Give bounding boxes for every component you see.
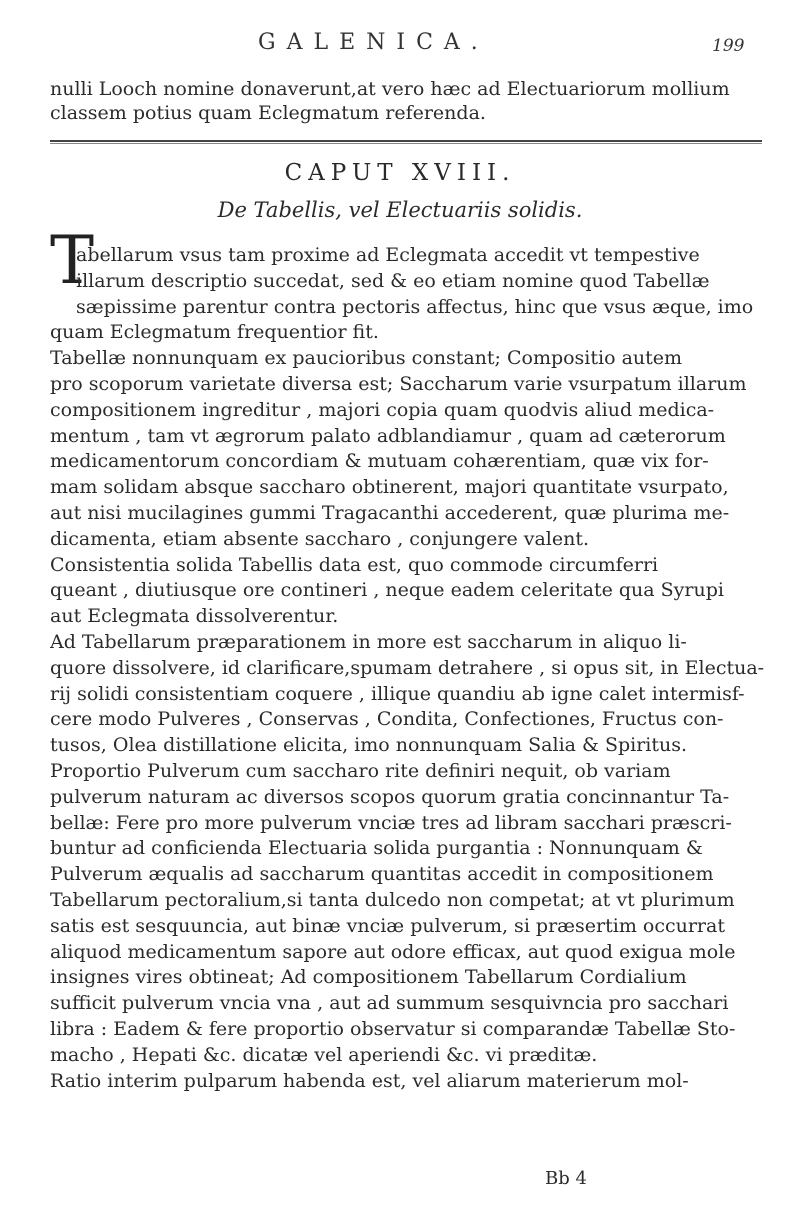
paragraph-line: cere modo Pulveres , Conservas , Condita, Confectiones, Fructus con- [50,708,724,731]
paragraph-line: pulverum naturam ac diversos scopos quorum gratia concinnantur Ta- [50,785,730,808]
paragraph-line: Pulverum æqualis ad saccharum quantitas accedit in compositionem [50,863,714,886]
paragraph-line: bellæ: Fere pro more pulverum vnciæ tres ad libram sacchari præscri- [50,811,732,834]
paragraph-line: dicamenta, etiam absente saccharo , conjungere valent. [50,527,590,550]
running-title: GALENICA. [258,30,489,55]
paragraph-line: queant , diutiusque ore contineri , neque eadem celeritate qua Syrupi [50,579,724,602]
paragraph-line: macho , Hepati &c. dicatæ vel aperiendi &c. vi præditæ. [50,1043,598,1066]
drop-capital: T [50,222,95,299]
paragraph-line: sæpissime parentur contra pectoris affectus, hinc que vsus æque, imo [76,295,754,318]
paragraph-line: aut nisi mucilagines gummi Tragacanthi accederent, quæ plurima me- [50,502,730,524]
paragraph-line: quore dissolvere, id clarificare,spumam detrahere , si opus sit, in Electua- [50,656,765,679]
paragraph-line: buntur ad conficienda Electuaria solida purgantia : Nonnunquam & [50,837,703,860]
paragraph-line: insignes vires obtineat; Ad compositionem Tabellarum Cordialium [50,966,687,989]
page-header [0,22,800,58]
paragraph-line: libra : Eadem & fere proportio observatur si comparandæ Tabellæ Sto- [50,1018,736,1040]
section-rule [50,140,762,142]
paragraph-line: satis est sesquuncia, aut binæ vnciæ pulverum, si præsertim occurrat [50,914,725,937]
chapter-heading: CAPUT XVIII. [284,160,516,186]
paragraph-line: Tabellæ nonnunquam ex paucioribus constant; Compositio autem [50,347,683,370]
paragraph-line: compositionem ingreditur , majori copia quam quodvis aliud medica- [50,398,715,421]
paragraph-line: illarum descriptio succedat, sed & eo etiam nomine quod Tabellæ [76,269,710,292]
page-number: 199 [712,36,745,56]
section-rule-thin [50,143,762,144]
intro-line: nulli Looch nomine donaverunt,at vero hæc ad Electuariorum mollium [50,78,730,100]
paragraph-line: Consistentia solida Tabellis data est, quo commode circumferri [50,553,659,576]
paragraph-line: rij solidi consistentiam coquere , illique quandiu ab igne calet intermisf- [50,682,745,705]
paragraph-line: abellarum vsus tam proxime ad Eclegmata accedit vt tempestive [76,244,700,266]
paragraph-line: pro scoporum varietate diversa est; Saccharum varie vsurpatum illarum [50,373,747,395]
catchword: Bb 4 [545,1168,587,1189]
paragraph-line: Ratio interim pulparum habenda est, vel aliarum materierum mol- [50,1069,689,1092]
paragraph-line: sufficit pulverum vncia vna , aut ad summum sesquivncia pro sacchari [50,992,729,1015]
paragraph-line: Proportio Pulverum cum saccharo rite definiri nequit, ob variam [50,760,671,782]
paragraph-line: tusos, Olea distillatione elicita, imo nonnunquam Salia & Spiritus. [50,734,688,757]
paragraph-line: Tabellarum pectoralium,si tanta dulcedo non competat; at vt plurimum [50,889,735,911]
paragraph-line: medicamentorum concordiam & mutuam cohærentiam, quæ vix for- [50,450,709,473]
paragraph-line: Ad Tabellarum præparationem in more est saccharum in aliquo li- [50,631,687,653]
paragraph-line: aut Eclegmata dissolverentur. [50,605,339,628]
paragraph-line: quam Eclegmatum frequentior fit. [50,321,379,344]
chapter-subtitle: De Tabellis, vel Electuariis solidis. [217,198,583,222]
paragraph-line: mam solidam absque saccharo obtinerent, majori quantitate vsurpato, [50,476,729,499]
intro-line: classem potius quam Eclegmatum referenda. [50,102,486,124]
paragraph-line: mentum , tam vt ægrorum palato adblandiamur , quam ad cæterorum [50,424,726,447]
paragraph-line: aliquod medicamentum sapore aut odore efficax, aut quod exigua mole [50,940,736,963]
